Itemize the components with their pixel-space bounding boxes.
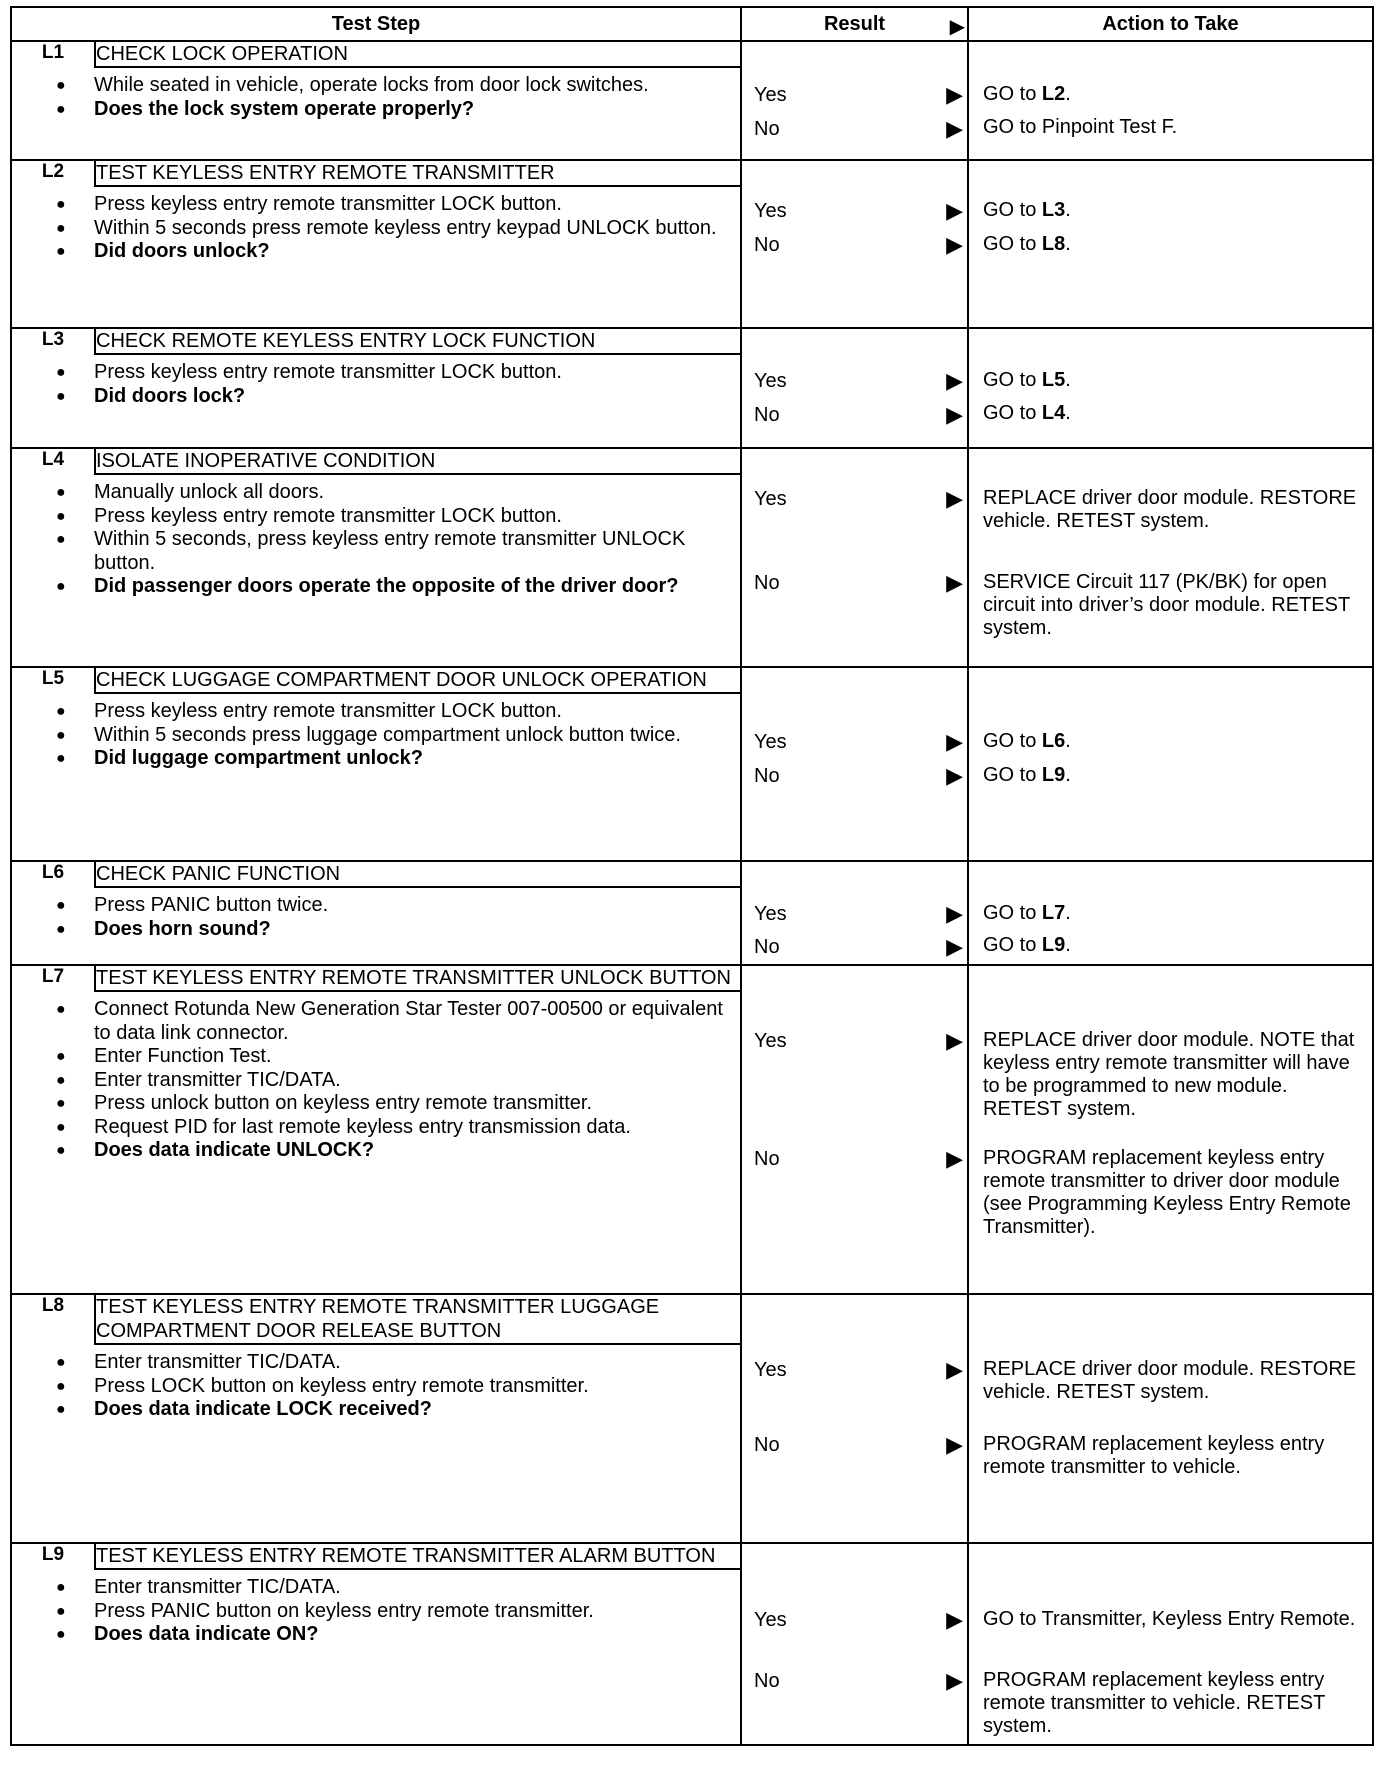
result-yes <box>754 730 965 754</box>
step-title: TEST KEYLESS ENTRY REMOTE TRANSMITTER LUGGAGE COMPARTMENT DOOR RELEASE BUTTON <box>95 1295 740 1344</box>
result-no-label: No <box>754 404 780 426</box>
step-instructions <box>56 894 730 941</box>
action-cell <box>968 1294 1373 1543</box>
question-item: ● Did luggage compartment unlock? <box>56 747 730 771</box>
test-step-cell <box>11 965 741 1294</box>
step-title: ISOLATE INOPERATIVE CONDITION <box>95 449 740 474</box>
result-yes <box>754 369 965 393</box>
header-test-step: Test Step <box>11 7 741 41</box>
result-no-label: No <box>754 572 780 594</box>
action-no: PROGRAM replacement keyless entry remote transmitter to vehicle. <box>983 1433 1325 1478</box>
test-step-cell <box>11 1294 741 1543</box>
header-action: Action to Take <box>968 7 1373 41</box>
instruction-item: ● Press PANIC button on keyless entry remote transmitter. <box>56 1600 730 1624</box>
result-no <box>754 403 965 427</box>
question-item: ● Did doors unlock? <box>56 240 730 264</box>
result-no-label: No <box>754 1148 780 1170</box>
instruction-item: ● Press PANIC button twice. <box>56 894 730 918</box>
step-instructions <box>56 481 730 599</box>
instruction-item: ● Press keyless entry remote transmitter LOCK button. <box>56 193 730 217</box>
test-step-row <box>11 448 1373 667</box>
result-cell <box>741 1543 968 1745</box>
action-no: PROGRAM replacement keyless entry remote transmitter to driver door module (see Programming Keyless Entry Remote Transmitter). <box>983 1147 1351 1238</box>
result-no-label: No <box>754 1434 780 1456</box>
action-yes: GO to L2. <box>983 83 1071 105</box>
step-instructions <box>56 193 730 264</box>
result-no-label: No <box>754 1670 780 1692</box>
arrow-right-icon: ▶ <box>946 232 963 257</box>
question-item: ● Does data indicate LOCK received? <box>56 1398 730 1422</box>
action-no: GO to Pinpoint Test F. <box>983 116 1178 138</box>
result-no-label: No <box>754 234 780 256</box>
step-id: L6 <box>12 862 95 887</box>
instruction-item: ● Press keyless entry remote transmitter LOCK button. <box>56 361 730 385</box>
result-no <box>754 233 965 257</box>
arrow-right-icon: ▶ <box>946 934 963 959</box>
pinpoint-test-page <box>10 6 1372 1746</box>
result-yes <box>754 487 965 511</box>
action-no: GO to L8. <box>983 233 1071 255</box>
arrow-right-icon: ▶ <box>946 1668 963 1693</box>
pinpoint-test-table <box>10 6 1374 1746</box>
instruction-item: ● Enter transmitter TIC/DATA. <box>56 1576 730 1600</box>
result-yes <box>754 1358 965 1382</box>
test-step-cell <box>11 861 741 965</box>
step-id: L2 <box>12 161 95 186</box>
arrow-right-icon: ▶ <box>946 763 963 788</box>
action-no: PROGRAM replacement keyless entry remote transmitter to vehicle. RETEST system. <box>983 1669 1325 1737</box>
action-cell <box>968 1543 1373 1745</box>
step-id: L9 <box>12 1544 95 1569</box>
header-result-label: Result <box>823 12 886 35</box>
step-instructions <box>56 361 730 408</box>
result-no <box>754 571 965 595</box>
instruction-item: ● Press keyless entry remote transmitter LOCK button. <box>56 505 730 529</box>
action-cell <box>968 861 1373 965</box>
action-yes: REPLACE driver door module. RESTORE vehicle. RETEST system. <box>983 487 1357 532</box>
result-yes-label: Yes <box>754 1030 787 1052</box>
test-step-cell <box>11 41 741 160</box>
action-cell <box>968 41 1373 160</box>
test-step-cell <box>11 1543 741 1745</box>
question-item: ● Did passenger doors operate the opposite of the driver door? <box>56 575 730 599</box>
test-step-row <box>11 1294 1373 1543</box>
result-cell <box>741 1294 968 1543</box>
step-id: L1 <box>12 42 95 67</box>
action-yes: GO to L5. <box>983 369 1071 391</box>
action-no: GO to L9. <box>983 764 1071 786</box>
action-cell <box>968 448 1373 667</box>
arrow-right-icon: ▶ <box>946 1607 963 1632</box>
result-no <box>754 764 965 788</box>
step-title: CHECK REMOTE KEYLESS ENTRY LOCK FUNCTION <box>95 329 740 354</box>
result-yes-label: Yes <box>754 1359 787 1381</box>
step-title: TEST KEYLESS ENTRY REMOTE TRANSMITTER ALARM BUTTON <box>95 1544 740 1569</box>
result-yes <box>754 83 965 107</box>
action-cell <box>968 160 1373 328</box>
question-item: ● Did doors lock? <box>56 385 730 409</box>
result-cell <box>741 160 968 328</box>
test-step-row <box>11 328 1373 448</box>
instruction-item: ● Enter transmitter TIC/DATA. <box>56 1069 730 1093</box>
step-instructions <box>56 700 730 771</box>
instruction-item: ● Within 5 seconds press remote keyless entry keypad UNLOCK button. <box>56 217 730 241</box>
action-no: SERVICE Circuit 117 (PK/BK) for open circuit into driver’s door module. RETEST system. <box>983 571 1350 639</box>
step-id: L3 <box>12 329 95 354</box>
result-yes <box>754 1608 965 1632</box>
step-id: L5 <box>12 668 95 693</box>
instruction-item: ● Within 5 seconds press luggage compartment unlock button twice. <box>56 724 730 748</box>
instruction-item: ● Press LOCK button on keyless entry remote transmitter. <box>56 1375 730 1399</box>
action-yes: GO to L7. <box>983 902 1071 924</box>
arrow-right-icon: ▶ <box>946 486 963 511</box>
instruction-item: ● While seated in vehicle, operate locks from door lock switches. <box>56 74 730 98</box>
action-yes: GO to L3. <box>983 199 1071 221</box>
test-step-cell <box>11 448 741 667</box>
result-cell <box>741 861 968 965</box>
step-title: CHECK LOCK OPERATION <box>95 42 740 67</box>
result-no-label: No <box>754 936 780 958</box>
instruction-item: ● Manually unlock all doors. <box>56 481 730 505</box>
step-title: CHECK LUGGAGE COMPARTMENT DOOR UNLOCK OPERATION <box>95 668 740 693</box>
result-no <box>754 1147 965 1171</box>
instruction-item: ● Connect Rotunda New Generation Star Tester 007-00500 or equivalent to data link connector. <box>56 998 730 1045</box>
result-no-label: No <box>754 118 780 140</box>
result-no <box>754 1433 965 1457</box>
step-id: L4 <box>12 449 95 474</box>
instruction-item: ● Within 5 seconds, press keyless entry remote transmitter UNLOCK button. <box>56 528 730 575</box>
instruction-item: ● Request PID for last remote keyless entry transmission data. <box>56 1116 730 1140</box>
arrow-right-icon: ▶ <box>946 570 963 595</box>
result-cell <box>741 328 968 448</box>
instruction-item: ● Enter transmitter TIC/DATA. <box>56 1351 730 1375</box>
test-step-cell <box>11 328 741 448</box>
result-cell <box>741 667 968 861</box>
result-yes-label: Yes <box>754 731 787 753</box>
result-yes-label: Yes <box>754 200 787 222</box>
arrow-right-icon: ▶ <box>946 116 963 141</box>
step-title: TEST KEYLESS ENTRY REMOTE TRANSMITTER <box>95 161 740 186</box>
action-no: GO to L4. <box>983 402 1071 424</box>
step-title: TEST KEYLESS ENTRY REMOTE TRANSMITTER UNLOCK BUTTON <box>95 966 740 991</box>
result-yes-label: Yes <box>754 488 787 510</box>
step-id: L8 <box>12 1295 95 1344</box>
result-yes-label: Yes <box>754 1609 787 1631</box>
instruction-item: ● Press unlock button on keyless entry remote transmitter. <box>56 1092 730 1116</box>
step-title: CHECK PANIC FUNCTION <box>95 862 740 887</box>
result-no <box>754 1669 965 1693</box>
result-no <box>754 117 965 141</box>
result-yes <box>754 1029 965 1053</box>
test-step-cell <box>11 160 741 328</box>
test-step-row <box>11 861 1373 965</box>
action-cell <box>968 965 1373 1294</box>
result-yes-label: Yes <box>754 370 787 392</box>
result-no <box>754 935 965 959</box>
action-yes: REPLACE driver door module. RESTORE vehicle. RETEST system. <box>983 1358 1357 1403</box>
result-yes <box>754 199 965 223</box>
action-cell <box>968 667 1373 861</box>
arrow-right-icon: ▶ <box>946 368 963 393</box>
arrow-right-icon: ▶ <box>946 1432 963 1457</box>
step-instructions <box>56 74 730 121</box>
action-yes: REPLACE driver door module. NOTE that keyless entry remote transmitter will have to be programmed to new module. RETEST system. <box>983 1029 1355 1120</box>
action-yes: GO to Transmitter, Keyless Entry Remote. <box>983 1608 1356 1630</box>
arrow-right-icon: ▶ <box>946 901 963 926</box>
result-cell <box>741 965 968 1294</box>
arrow-right-icon: ▶ <box>946 198 963 223</box>
question-item: ● Does data indicate UNLOCK? <box>56 1139 730 1163</box>
instruction-item: ● Enter Function Test. <box>56 1045 730 1069</box>
result-cell <box>741 41 968 160</box>
arrow-right-icon: ▶ <box>946 1357 963 1382</box>
result-cell <box>741 448 968 667</box>
step-instructions <box>56 1576 730 1647</box>
test-step-row <box>11 41 1373 160</box>
result-yes-label: Yes <box>754 84 787 106</box>
action-cell <box>968 328 1373 448</box>
action-no: GO to L9. <box>983 934 1071 956</box>
question-item: ● Does the lock system operate properly? <box>56 98 730 122</box>
result-yes-label: Yes <box>754 903 787 925</box>
test-step-row <box>11 160 1373 328</box>
arrow-right-icon: ▶ <box>946 1146 963 1171</box>
result-yes <box>754 902 965 926</box>
table-header-row <box>11 7 1373 41</box>
test-step-row <box>11 667 1373 861</box>
arrow-right-icon: ▶ <box>946 402 963 427</box>
question-item: ● Does data indicate ON? <box>56 1623 730 1647</box>
test-step-cell <box>11 667 741 861</box>
instruction-item: ● Press keyless entry remote transmitter LOCK button. <box>56 700 730 724</box>
action-yes: GO to L6. <box>983 730 1071 752</box>
step-id: L7 <box>12 966 95 991</box>
header-result <box>741 7 968 41</box>
arrow-right-icon: ▶ <box>946 729 963 754</box>
arrow-right-icon: ▶ <box>946 1028 963 1053</box>
arrow-right-icon: ▶ <box>949 16 965 38</box>
result-no-label: No <box>754 765 780 787</box>
test-step-row <box>11 965 1373 1294</box>
question-item: ● Does horn sound? <box>56 918 730 942</box>
arrow-right-icon: ▶ <box>946 82 963 107</box>
test-step-row <box>11 1543 1373 1745</box>
step-instructions <box>56 998 730 1163</box>
step-instructions <box>56 1351 730 1422</box>
